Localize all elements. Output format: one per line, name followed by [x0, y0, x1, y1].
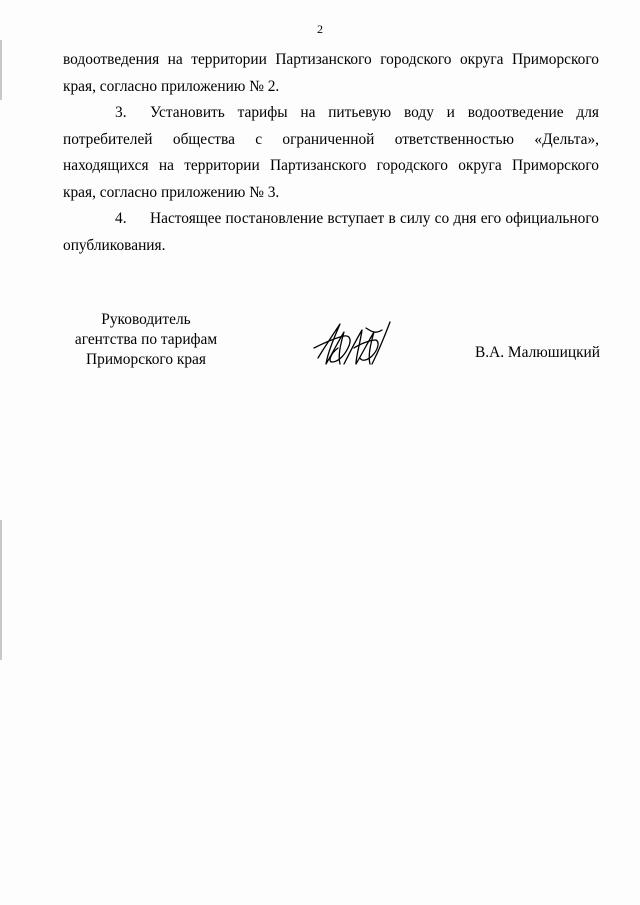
item3-line3: находящихся на территории Партизанского городского округа Приморского — [63, 157, 599, 174]
signatory-title-line3: Приморского края — [86, 351, 206, 368]
item4-number: 4. — [115, 210, 127, 227]
item3-line4: края, согласно приложению № 3. — [63, 183, 280, 201]
item3-line1 — [63, 100, 599, 127]
signatory-title-line2: агентства по тарифам — [74, 331, 218, 348]
item3-number: 3. — [115, 104, 127, 121]
item4-line1 — [63, 206, 599, 233]
item3-line2: потребителей общества с ограниченной ответственностью «Дельта», — [63, 130, 599, 148]
item4-line2: опубликования. — [63, 236, 166, 254]
scan-edge-mark — [0, 40, 2, 100]
item3-line1-text: Установить тарифы на питьевую воду и водоотведение для — [150, 104, 599, 121]
scan-edge-mark — [0, 520, 2, 660]
para1-line2: края, согласно приложению № 2. — [63, 77, 280, 95]
item4-line1-text: Настоящее постановление вступает в силу со дня его официального — [150, 210, 599, 227]
signer-name: В.А. Малюшицкий — [475, 344, 601, 361]
para1-line1: водоотведения на территории Партизанского городского округа Приморского — [63, 51, 599, 68]
document-body — [63, 47, 599, 259]
page-number: 2 — [317, 22, 323, 36]
signatory-title — [66, 310, 226, 370]
signatory-title-line1: Руководитель — [101, 311, 191, 328]
handwritten-signature-icon — [310, 318, 392, 370]
